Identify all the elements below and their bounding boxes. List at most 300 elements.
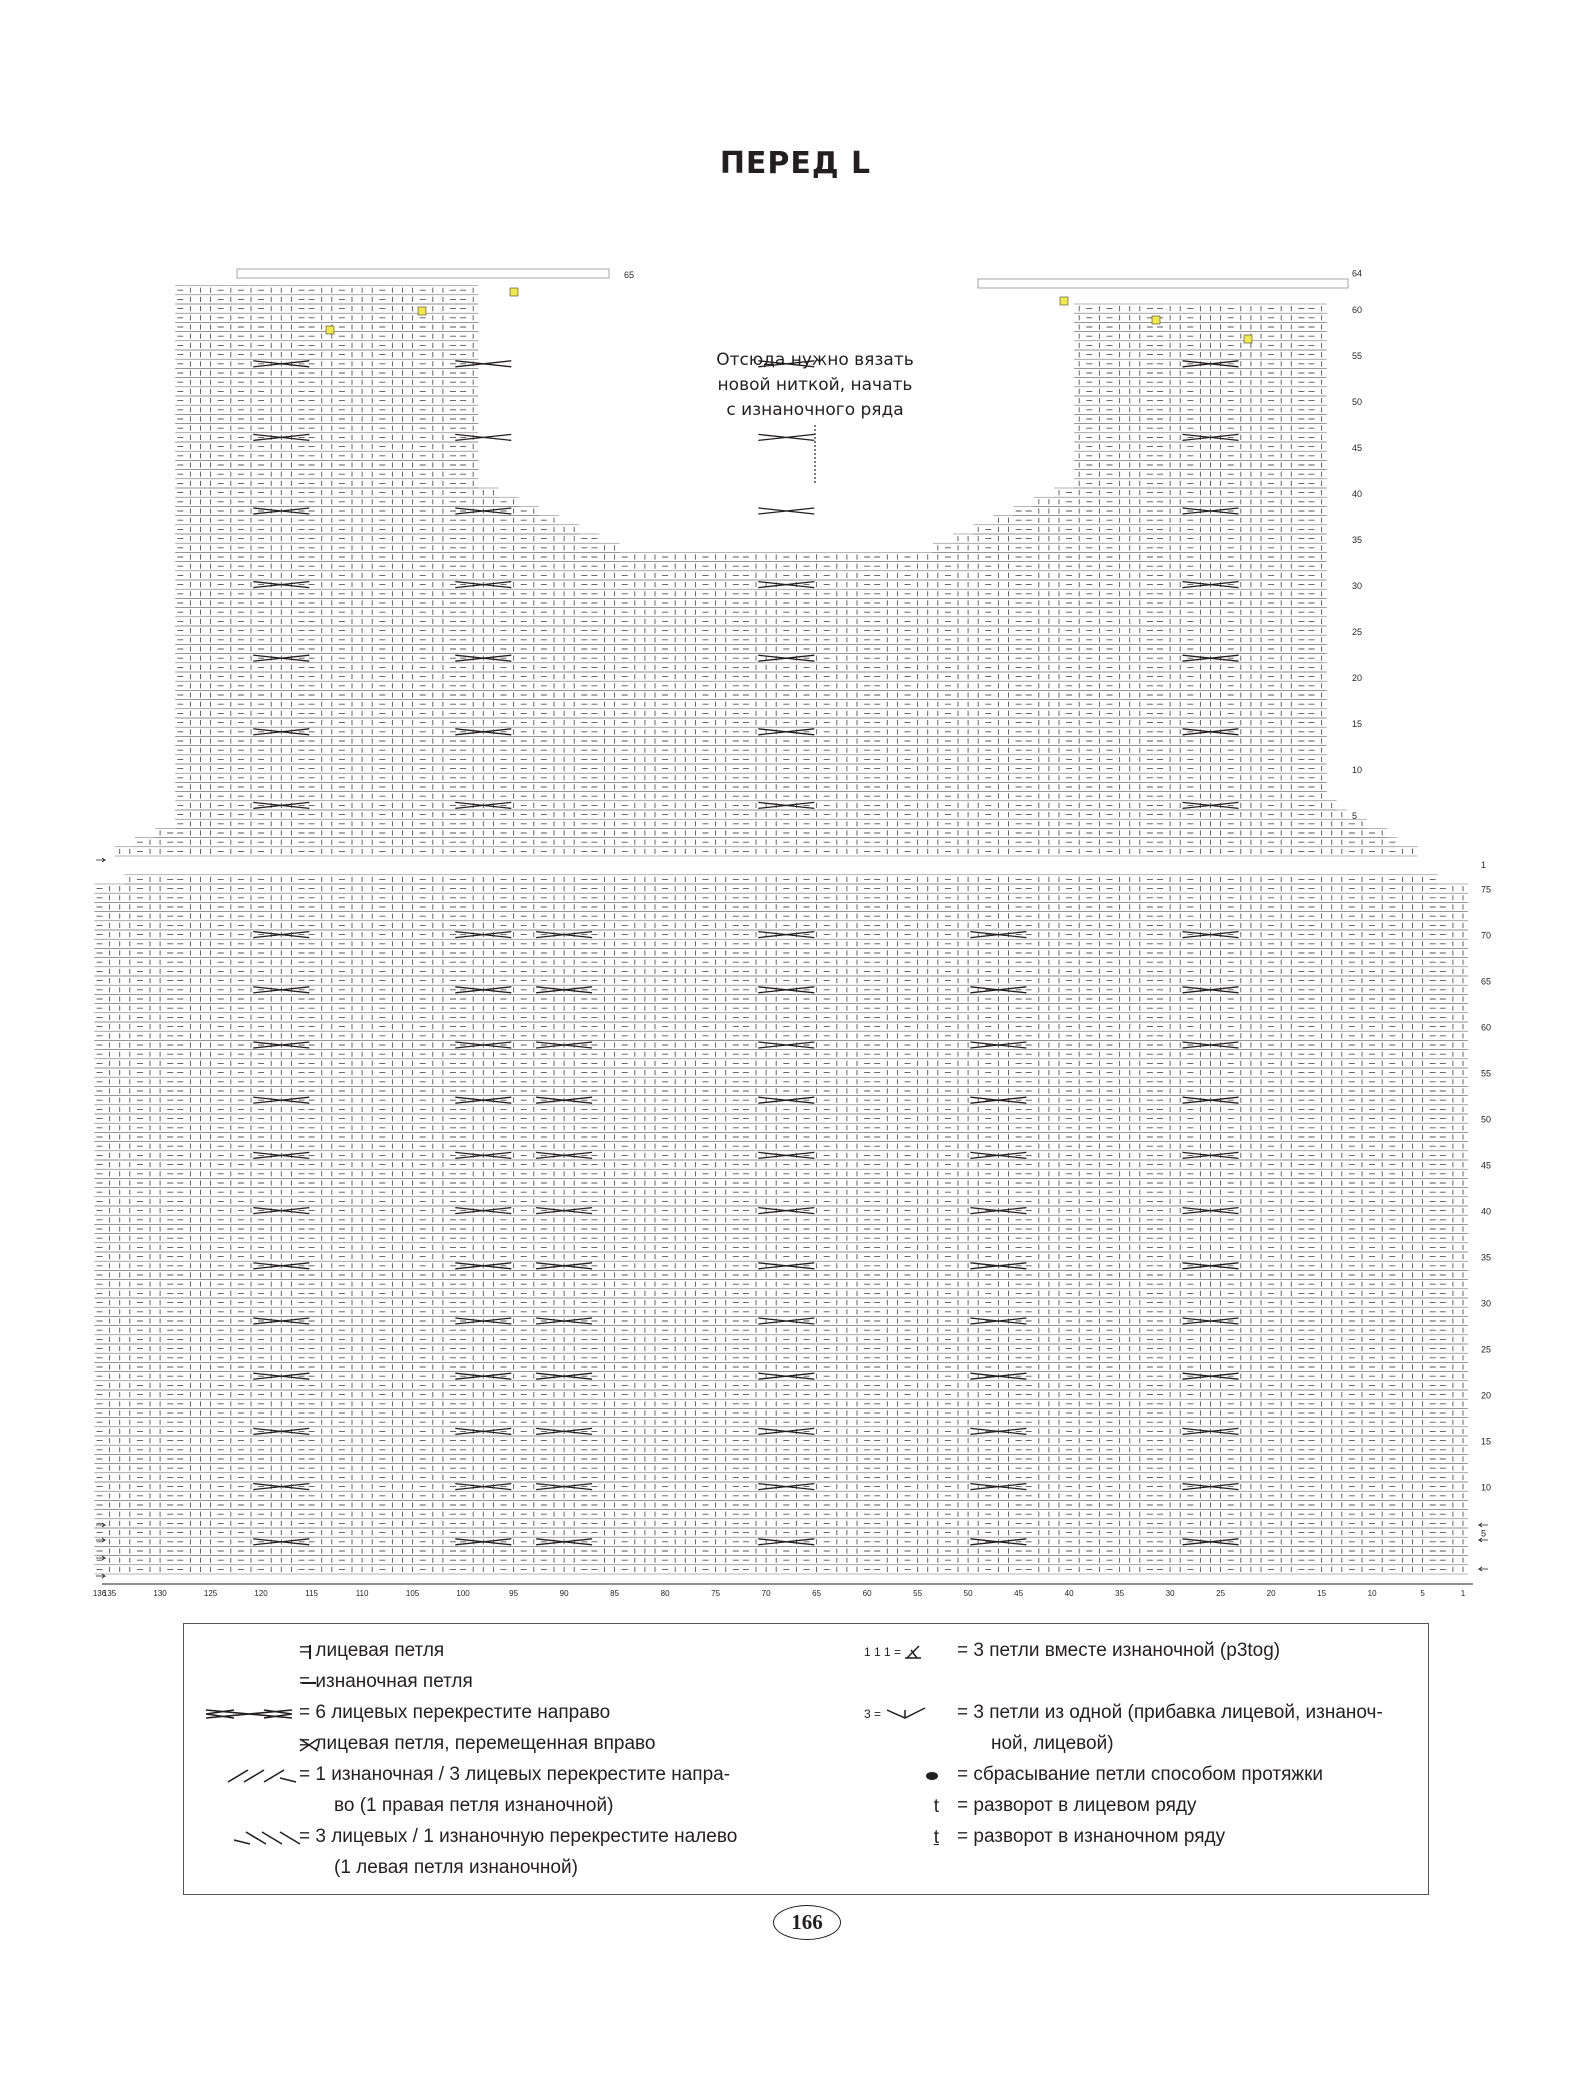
x-axis-label: 25 xyxy=(1216,1589,1226,1598)
stitch-row xyxy=(918,628,1322,633)
row-label: 15 xyxy=(1352,719,1363,730)
x-axis-label: 80 xyxy=(660,1589,670,1598)
stitch-row xyxy=(918,665,1322,670)
stitch-row xyxy=(1079,426,1321,431)
row-arrow xyxy=(1479,1538,1488,1542)
shoulder-top-right xyxy=(978,279,1348,288)
stitch-row xyxy=(177,288,473,293)
stitch-row xyxy=(177,315,473,320)
stitch-row xyxy=(97,1199,1464,1204)
x-axis-label: 1 xyxy=(1460,1589,1466,1598)
stitch-row xyxy=(97,1144,1464,1149)
stitch-row xyxy=(1079,380,1321,385)
stitch-row xyxy=(918,702,1322,707)
x-axis-label: 95 xyxy=(509,1589,519,1598)
stitch-row xyxy=(177,398,473,403)
stitch-row xyxy=(97,914,1464,919)
x-axis-label: 15 xyxy=(1317,1589,1327,1598)
stitch-row xyxy=(645,766,911,771)
stitch-row xyxy=(177,297,473,302)
x-axis-label: 100 xyxy=(456,1589,470,1598)
stitch-row xyxy=(177,334,473,339)
stitch-row xyxy=(177,389,473,394)
row-label: 50 xyxy=(1481,1114,1492,1125)
stitch-row xyxy=(645,757,911,762)
stitch-row xyxy=(177,600,635,605)
stitch-row xyxy=(177,407,473,412)
stitch-row xyxy=(97,1171,1464,1176)
stitch-row xyxy=(97,1438,1464,1443)
stitch-row xyxy=(177,370,473,375)
row-label: 25 xyxy=(1481,1344,1492,1355)
stitch-row xyxy=(177,665,635,670)
legend-text: = разворот в лицевом ряду xyxy=(957,1795,1197,1816)
stitch-row xyxy=(918,766,1322,771)
row-label: 65 xyxy=(624,270,635,280)
cable-left-icon xyxy=(224,1826,304,1850)
stitch-row xyxy=(97,1502,1464,1507)
stitch-row xyxy=(177,766,635,771)
stitch-row xyxy=(918,812,1342,817)
stitch-row xyxy=(177,775,635,780)
row-label: 30 xyxy=(1352,581,1363,592)
stitch-row xyxy=(938,545,1322,550)
stitch-row xyxy=(177,683,635,688)
stitch-row xyxy=(978,527,1321,532)
stitch-row xyxy=(97,1401,1464,1406)
row-arrow xyxy=(1479,1523,1488,1527)
stitch-row xyxy=(1079,407,1321,412)
stitch-row xyxy=(918,849,1413,854)
stitch-row xyxy=(177,462,473,467)
stitch-row xyxy=(177,499,513,504)
stitch-row xyxy=(1079,334,1321,339)
x-axis-label: 125 xyxy=(203,1589,218,1598)
inc3-icon xyxy=(881,1702,929,1726)
stitch-row xyxy=(177,674,635,679)
stitch-row xyxy=(918,656,1322,661)
stitch-row xyxy=(177,490,493,495)
stitch-row xyxy=(645,554,911,559)
stitch-row xyxy=(177,343,473,348)
stitch-row xyxy=(918,821,1362,826)
stitch-row xyxy=(97,1052,1464,1057)
stitch-row xyxy=(645,646,911,651)
row-label: 35 xyxy=(1481,1252,1492,1263)
stitch-row xyxy=(1079,416,1321,421)
stitch-row xyxy=(645,729,911,734)
legend-text: = 3 лицевых / 1 изнаночную перекрестите налево xyxy=(299,1826,738,1847)
stitch-row xyxy=(1016,508,1322,513)
stitch-row xyxy=(645,656,911,661)
stitch-row xyxy=(1079,453,1321,458)
page-title: ПЕРЕД L xyxy=(719,146,872,181)
stitch-row xyxy=(97,1475,1464,1480)
turn-ws-icon: t xyxy=(933,1827,939,1848)
chart-note xyxy=(700,348,930,423)
legend-right-column xyxy=(864,1638,1424,1855)
stitch-row xyxy=(645,830,911,835)
row-label: 75 xyxy=(1481,884,1492,895)
stitch-row xyxy=(645,564,911,569)
stitch-row xyxy=(645,702,911,707)
stitch-row xyxy=(918,775,1322,780)
stitch-row xyxy=(97,1558,1464,1563)
stitch-row xyxy=(97,1134,1464,1139)
stitch-row xyxy=(177,702,635,707)
stitch-row xyxy=(97,1447,1464,1452)
stitch-row xyxy=(645,692,911,697)
x-axis-label: 35 xyxy=(1115,1589,1125,1598)
stitch-row xyxy=(97,941,1464,946)
x-axis-label: 40 xyxy=(1064,1589,1074,1598)
stitch-row xyxy=(97,1346,1464,1351)
stitch-row xyxy=(177,646,635,651)
row-arrow xyxy=(96,1556,105,1560)
row-label: 35 xyxy=(1352,535,1363,546)
stitch-row xyxy=(97,978,1464,983)
stitch-row xyxy=(918,564,1322,569)
stitch-row xyxy=(97,1512,1464,1517)
stitch-row xyxy=(918,757,1322,762)
stitch-row xyxy=(645,821,911,826)
stitch-row xyxy=(97,1015,1464,1020)
legend-item xyxy=(194,1669,794,1700)
stitch-row xyxy=(645,637,911,642)
stitch-row xyxy=(177,426,473,431)
stitch-row xyxy=(645,582,911,587)
legend-item xyxy=(864,1700,1424,1731)
stitch-row xyxy=(645,591,911,596)
stitch-row xyxy=(97,1006,1464,1011)
legend-prefix: 3 = xyxy=(864,1707,882,1721)
stitch-row xyxy=(177,361,473,366)
stitch-row xyxy=(918,683,1322,688)
stitch-row xyxy=(918,803,1332,808)
stitch-row xyxy=(918,840,1396,845)
stitch-row xyxy=(120,849,635,854)
stitch-row xyxy=(918,692,1322,697)
row-label: 15 xyxy=(1481,1436,1492,1447)
legend-item xyxy=(194,1855,794,1886)
stitch-row xyxy=(160,830,635,835)
x-axis-label: 105 xyxy=(405,1589,420,1598)
stitch-row xyxy=(918,646,1322,651)
turn-rs-icon: t xyxy=(933,1796,939,1817)
stitch-row xyxy=(97,1410,1464,1415)
stitch-row xyxy=(97,1180,1464,1185)
stitch-row xyxy=(918,600,1322,605)
cable-symbol xyxy=(758,434,814,440)
stitch-row xyxy=(918,794,1322,799)
stitch-row xyxy=(177,573,635,578)
row-label: 60 xyxy=(1352,305,1363,316)
stitch-row xyxy=(97,1328,1464,1333)
stitch-row xyxy=(1079,315,1321,320)
x-axis-label: 45 xyxy=(1014,1589,1024,1598)
legend-left-column xyxy=(194,1638,794,1886)
legend-item xyxy=(194,1700,794,1731)
row-label: 40 xyxy=(1481,1206,1492,1217)
turn-marker xyxy=(510,288,518,296)
stitch-row xyxy=(918,784,1322,789)
legend-text-cont: ной, лицевой) xyxy=(991,1733,1114,1754)
stitch-row xyxy=(177,453,473,458)
stitch-row xyxy=(1079,361,1321,366)
stitch-row xyxy=(177,324,473,329)
x-axis-label: 20 xyxy=(1266,1589,1276,1598)
stitch-row xyxy=(645,840,911,845)
x-axis-label: 30 xyxy=(1165,1589,1175,1598)
stitch-row xyxy=(97,1272,1464,1277)
legend-item xyxy=(864,1824,1424,1855)
legend-text: = изнаночная петля xyxy=(299,1671,473,1692)
stitch-row xyxy=(918,738,1322,743)
stitch-row xyxy=(177,757,635,762)
stitch-row xyxy=(97,1521,1464,1526)
stitch-row xyxy=(177,481,473,486)
stitch-row xyxy=(645,711,911,716)
turn-marker xyxy=(418,307,426,315)
p3tog-icon xyxy=(901,1640,927,1664)
stitch-row xyxy=(177,803,635,808)
turn-marker xyxy=(1060,297,1068,305)
row-label: 1 xyxy=(1481,860,1487,870)
stitch-row xyxy=(177,812,635,817)
stitch-row xyxy=(97,1392,1464,1397)
stitch-row xyxy=(97,886,1464,891)
stitch-row xyxy=(97,1355,1464,1360)
stitch-row xyxy=(97,969,1464,974)
stitch-row xyxy=(645,794,911,799)
stitch-row xyxy=(177,619,635,624)
row-label: 5 xyxy=(1352,811,1358,822)
stitch-row xyxy=(97,1033,1464,1038)
x-axis-label: 130 xyxy=(153,1589,167,1598)
stitch-row xyxy=(918,830,1383,835)
legend-item xyxy=(864,1762,1424,1793)
stitch-row xyxy=(97,1024,1464,1029)
stitch-row xyxy=(97,1309,1464,1314)
stitch-row xyxy=(177,720,635,725)
legend-text-cont: во (1 правая петля изнаночной) xyxy=(334,1795,614,1816)
legend-item xyxy=(864,1793,1424,1824)
stitch-row xyxy=(97,1291,1464,1296)
stitch-row xyxy=(130,877,1436,882)
legend-text: = 6 лицевых перекрестите направо xyxy=(299,1702,611,1723)
stitch-row xyxy=(177,729,635,734)
legend-item xyxy=(194,1731,794,1762)
stitch-row xyxy=(1079,444,1321,449)
legend-item xyxy=(864,1669,1424,1700)
stitch-row xyxy=(918,720,1322,725)
x-axis-label: 85 xyxy=(610,1589,620,1598)
stitch-row xyxy=(1079,324,1321,329)
x-axis-label: 115 xyxy=(305,1589,318,1598)
stitch-row xyxy=(97,950,1464,955)
stitch-row xyxy=(97,1383,1464,1388)
turn-marker xyxy=(1152,316,1160,324)
stitch-row xyxy=(97,1567,1464,1572)
stitch-row xyxy=(97,1245,1464,1250)
legend xyxy=(183,1623,1429,1895)
stitch-row xyxy=(918,573,1322,578)
row-label: 70 xyxy=(1481,930,1492,941)
row-arrow xyxy=(96,858,105,862)
stitch-row xyxy=(137,840,635,845)
stitch-row xyxy=(918,619,1322,624)
row-label: 60 xyxy=(1481,1022,1492,1033)
stitch-row xyxy=(1079,481,1321,486)
stitch-row xyxy=(645,619,911,624)
stitch-row xyxy=(1079,343,1321,348)
turn-marker xyxy=(326,326,334,334)
stitch-row xyxy=(645,849,911,854)
legend-prefix: 1 1 1 = xyxy=(864,1645,902,1659)
row-label: 25 xyxy=(1352,627,1363,638)
stitch-row xyxy=(97,1217,1464,1222)
row-arrow xyxy=(1479,1567,1488,1571)
row-label: 45 xyxy=(1352,443,1363,454)
stitch-row xyxy=(918,582,1322,587)
stitch-row xyxy=(97,923,1464,928)
stitch-row xyxy=(918,591,1322,596)
stitch-row xyxy=(97,1337,1464,1342)
x-axis-label: 110 xyxy=(355,1589,369,1598)
stitch-row xyxy=(177,416,473,421)
stitch-row xyxy=(645,812,911,817)
note-line-1: Отсюда нужно вязать xyxy=(716,350,914,370)
stitch-row xyxy=(97,1190,1464,1195)
stitch-row xyxy=(177,435,473,440)
stitch-row xyxy=(177,610,635,615)
stitch-row xyxy=(918,711,1322,716)
legend-text: = сбрасывание петли способом протяжки xyxy=(957,1764,1323,1785)
legend-text: = лицевая петля xyxy=(299,1640,445,1661)
stitch-row xyxy=(177,692,635,697)
stitch-row xyxy=(177,352,473,357)
stitch-row xyxy=(177,821,635,826)
x-axis-label: 55 xyxy=(913,1589,923,1598)
legend-item xyxy=(864,1638,1424,1669)
stitch-row xyxy=(918,748,1322,753)
stitch-row xyxy=(177,711,635,716)
row-label: 10 xyxy=(1481,1482,1492,1493)
stitch-row xyxy=(97,1088,1464,1093)
stitch-row xyxy=(97,895,1464,900)
stitch-row xyxy=(97,1079,1464,1084)
stitch-row xyxy=(97,996,1464,1001)
stitch-row xyxy=(645,683,911,688)
x-axis-label: 50 xyxy=(963,1589,973,1598)
row-label: 5 xyxy=(1481,1528,1487,1539)
legend-item xyxy=(194,1793,794,1824)
legend-text: = разворот в изнаночном ряду xyxy=(957,1826,1226,1847)
stitch-row xyxy=(97,904,1464,909)
stitch-row xyxy=(177,527,574,532)
stitch-row xyxy=(177,564,635,569)
stitch-row xyxy=(177,554,635,559)
legend-text-cont: (1 левая петля изнаночной) xyxy=(334,1857,578,1878)
x-axis-label: 70 xyxy=(761,1589,771,1598)
stitch-row xyxy=(97,1282,1464,1287)
stitch-row xyxy=(918,637,1322,642)
stitch-row xyxy=(177,656,635,661)
stitch-row xyxy=(177,582,635,587)
stitch-row xyxy=(918,610,1322,615)
stitch-row xyxy=(645,573,911,578)
turn-marker xyxy=(1244,335,1252,343)
stitch-row xyxy=(177,444,473,449)
x-axis-label: 10 xyxy=(1367,1589,1377,1598)
stitch-row xyxy=(645,665,911,670)
stitch-row xyxy=(177,380,473,385)
stitch-row xyxy=(97,1300,1464,1305)
legend-text: = 3 петли из одной (прибавка лицевой, изнаноч- xyxy=(957,1702,1383,1723)
legend-text: = 3 петли вместе изнаночной (p3tog) xyxy=(957,1640,1281,1661)
stitch-row xyxy=(97,1530,1464,1535)
stitch-row xyxy=(1079,472,1321,477)
stitch-row xyxy=(177,472,473,477)
stitch-row xyxy=(645,775,911,780)
legend-item xyxy=(194,1762,794,1793)
stitch-row xyxy=(645,784,911,789)
stitch-row xyxy=(918,674,1322,679)
stitch-row xyxy=(97,1456,1464,1461)
legend-item xyxy=(194,1638,794,1669)
row-label: 20 xyxy=(1352,673,1363,684)
stitch-row xyxy=(97,1125,1464,1130)
stitch-row xyxy=(97,1107,1464,1112)
stitch-row xyxy=(177,518,554,523)
cable6-icon xyxy=(204,1702,294,1726)
stitch-row xyxy=(177,591,635,596)
stitch-row xyxy=(177,628,635,633)
stitch-row xyxy=(177,748,635,753)
stitch-row xyxy=(958,536,1322,541)
x-axis-label: 90 xyxy=(559,1589,569,1598)
stitch-row xyxy=(1079,435,1321,440)
stitch-row xyxy=(645,628,911,633)
row-label: 55 xyxy=(1352,351,1363,362)
stitch-row xyxy=(177,536,597,541)
x-axis-label: 75 xyxy=(711,1589,721,1598)
row-label: 30 xyxy=(1481,1298,1492,1309)
x-axis-label: 5 xyxy=(1420,1589,1425,1598)
note-line-2: новой ниткой, начать xyxy=(717,375,913,395)
stitch-row xyxy=(97,1061,1464,1066)
stitch-row xyxy=(97,1548,1464,1553)
stitch-row xyxy=(1039,499,1322,504)
stitch-row xyxy=(97,1254,1464,1259)
stitch-row xyxy=(918,729,1322,734)
bindoff-icon xyxy=(864,1764,944,1788)
row-label: 55 xyxy=(1481,1068,1492,1079)
stitch-row xyxy=(97,1070,1464,1075)
x-axis-label: 60 xyxy=(862,1589,872,1598)
stitch-row xyxy=(1079,462,1321,467)
stitch-row xyxy=(177,306,473,311)
stitch-row xyxy=(177,545,614,550)
stitch-row xyxy=(645,674,911,679)
x-axis-label: 120 xyxy=(254,1589,268,1598)
stitch-row xyxy=(97,1466,1464,1471)
stitch-row xyxy=(645,600,911,605)
row-label: 45 xyxy=(1481,1160,1492,1171)
row-label: 64 xyxy=(1352,268,1363,279)
row-arrow xyxy=(96,1574,105,1578)
row-label: 50 xyxy=(1352,397,1363,408)
